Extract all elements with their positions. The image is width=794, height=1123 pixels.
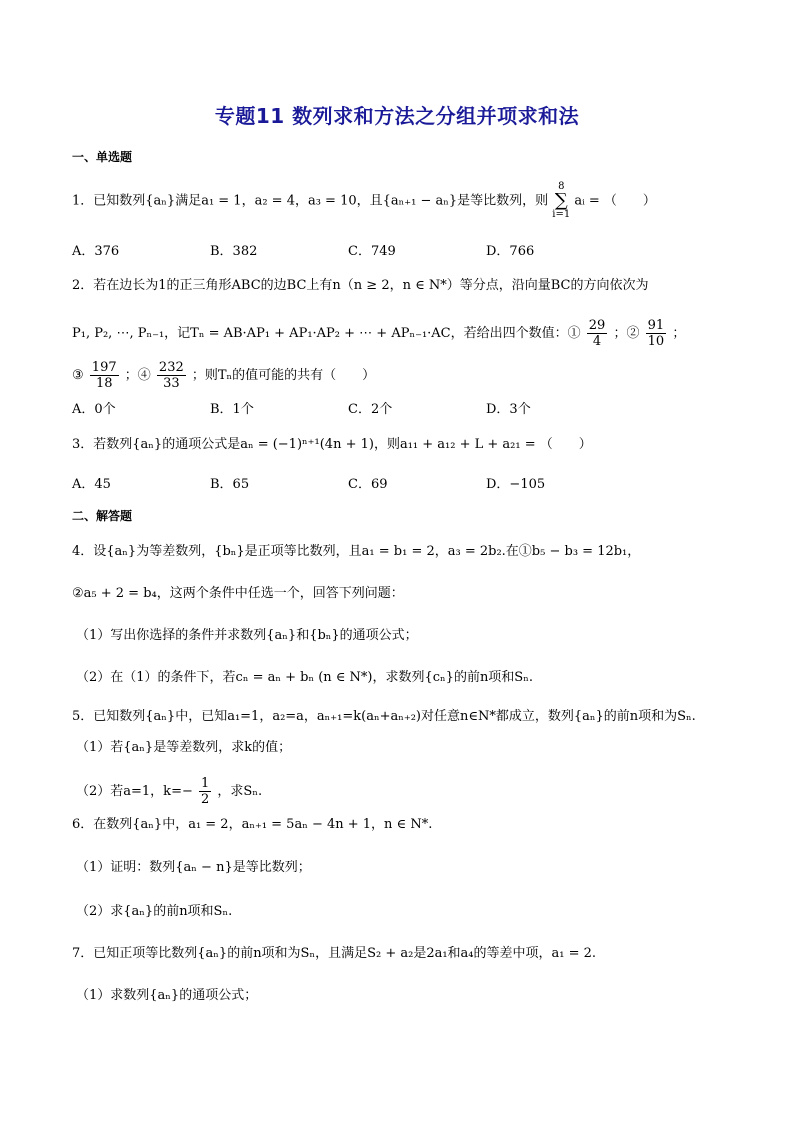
question-6: 6．在数列{aₙ}中，a₁ = 2，aₙ₊₁ = 5aₙ − 4n + 1，n ∈ N*. [72,817,433,832]
question-1 [72,182,656,220]
question-1-options [72,240,692,260]
question-4-line-1: 4．设{aₙ}为等差数列，{bₙ}是正项等比数列，且a₁ = b₁ = 2，a₃ = 2b₂.在①b₅ − b₃ = 12b₁， [72,544,641,559]
question-2-line-2: P₁, P₂, ⋯, Pₙ₋₁，记Tₙ = AB·AP₁ + AP₁·AP₂ + ⋯ + APₙ₋₁·AC，若给出四个数值：① $\frac{29}{4}$ ；② $\frac{91}{10}$ ； [72,318,686,349]
fraction-232-33: $\frac{232}{33}$ [158,360,184,391]
question-7: 7．已知正项等比数列{aₙ}的前n项和为Sₙ，且满足S₂ + a₂是2a₁和a₄的等差中项，a₁ = 2. [72,946,597,961]
question-2-line-3: ③ $\frac{197}{18}$ ；④ $\frac{232}{33}$ ；则Tₙ的值可能的共有（ ） [72,360,376,391]
question-6-part-2: （2）求{aₙ}的前n项和Sₙ. [76,904,233,919]
option-b: B．382 [210,244,258,259]
summation-symbol: 8 ∑ i=1 [552,181,571,220]
question-2-line-1: 2．若在边长为1的正三角形ABC的边BC上有n（n ≥ 2，n ∈ N*）等分点，沿向量BC的方向依次为 [72,278,649,293]
option-d: D．766 [486,244,535,259]
option-c: C．2个 [348,402,393,417]
section-heading-single-choice: 一、单选题 [72,150,133,164]
fraction-197-18: $\frac{197}{18}$ [91,360,117,391]
question-4-part-1: （1）写出你选择的条件并求数列{aₙ}和{bₙ}的通项公式； [76,628,418,643]
fraction-1-2: $\frac{1}{2}$ [201,776,210,807]
question-5: 5．已知数列{aₙ}中，已知a₁=1，a₂=a，aₙ₊₁=k(aₙ+aₙ₊₂)对任意n∈N*都成立，数列{aₙ}的前n项和为Sₙ. [72,709,696,724]
question-1-text: 1．已知数列{aₙ}满足a₁ = 1，a₂ = 4，a₃ = 10，且{aₙ₊₁ − aₙ}是等比数列，则 [72,193,549,209]
option-d: D．−105 [486,477,546,492]
fraction-29-4: $\frac{29}{4}$ [588,318,606,349]
option-a: A．45 [72,477,111,492]
question-4-line-2: ②a₅ + 2 = b₄，这两个条件中任选一个，回答下列问题： [72,586,404,601]
option-d: D．3个 [486,402,531,417]
fraction-91-10: $\frac{91}{10}$ [647,318,665,349]
question-6-part-1: （1）证明：数列{aₙ − n}是等比数列； [76,860,311,875]
question-5-part-1: （1）若{aₙ}是等差数列，求k的值； [76,740,292,755]
question-3: 3．若数列{aₙ}的通项公式是aₙ = (−1)ⁿ⁺¹(4n + 1)，则a₁₁ + a₁₂ + L + a₂₁ = （ ） [72,437,592,452]
question-5-part-2: （2）若a=1，k=− $\frac{1}{2}$ ，求Sₙ. [76,776,263,807]
option-c: C．749 [348,244,396,259]
question-1-tail: aᵢ = （ ） [574,193,656,209]
option-b: B．65 [210,477,250,492]
page-title: 专题11 数列求和方法之分组并项求和法 [214,104,580,128]
option-c: C．69 [348,477,388,492]
question-7-part-1: （1）求数列{aₙ}的通项公式； [76,988,258,1003]
option-a: A．376 [72,244,120,259]
option-a: A．0个 [72,402,116,417]
section-heading-answer: 二、解答题 [72,509,133,523]
option-b: B．1个 [210,402,254,417]
question-3-options [72,473,692,493]
question-4-part-2: （2）在（1）的条件下，若cₙ = aₙ + bₙ (n ∈ N*)，求数列{cₙ}的前n项和Sₙ. [76,670,533,685]
question-2-options [72,398,692,418]
